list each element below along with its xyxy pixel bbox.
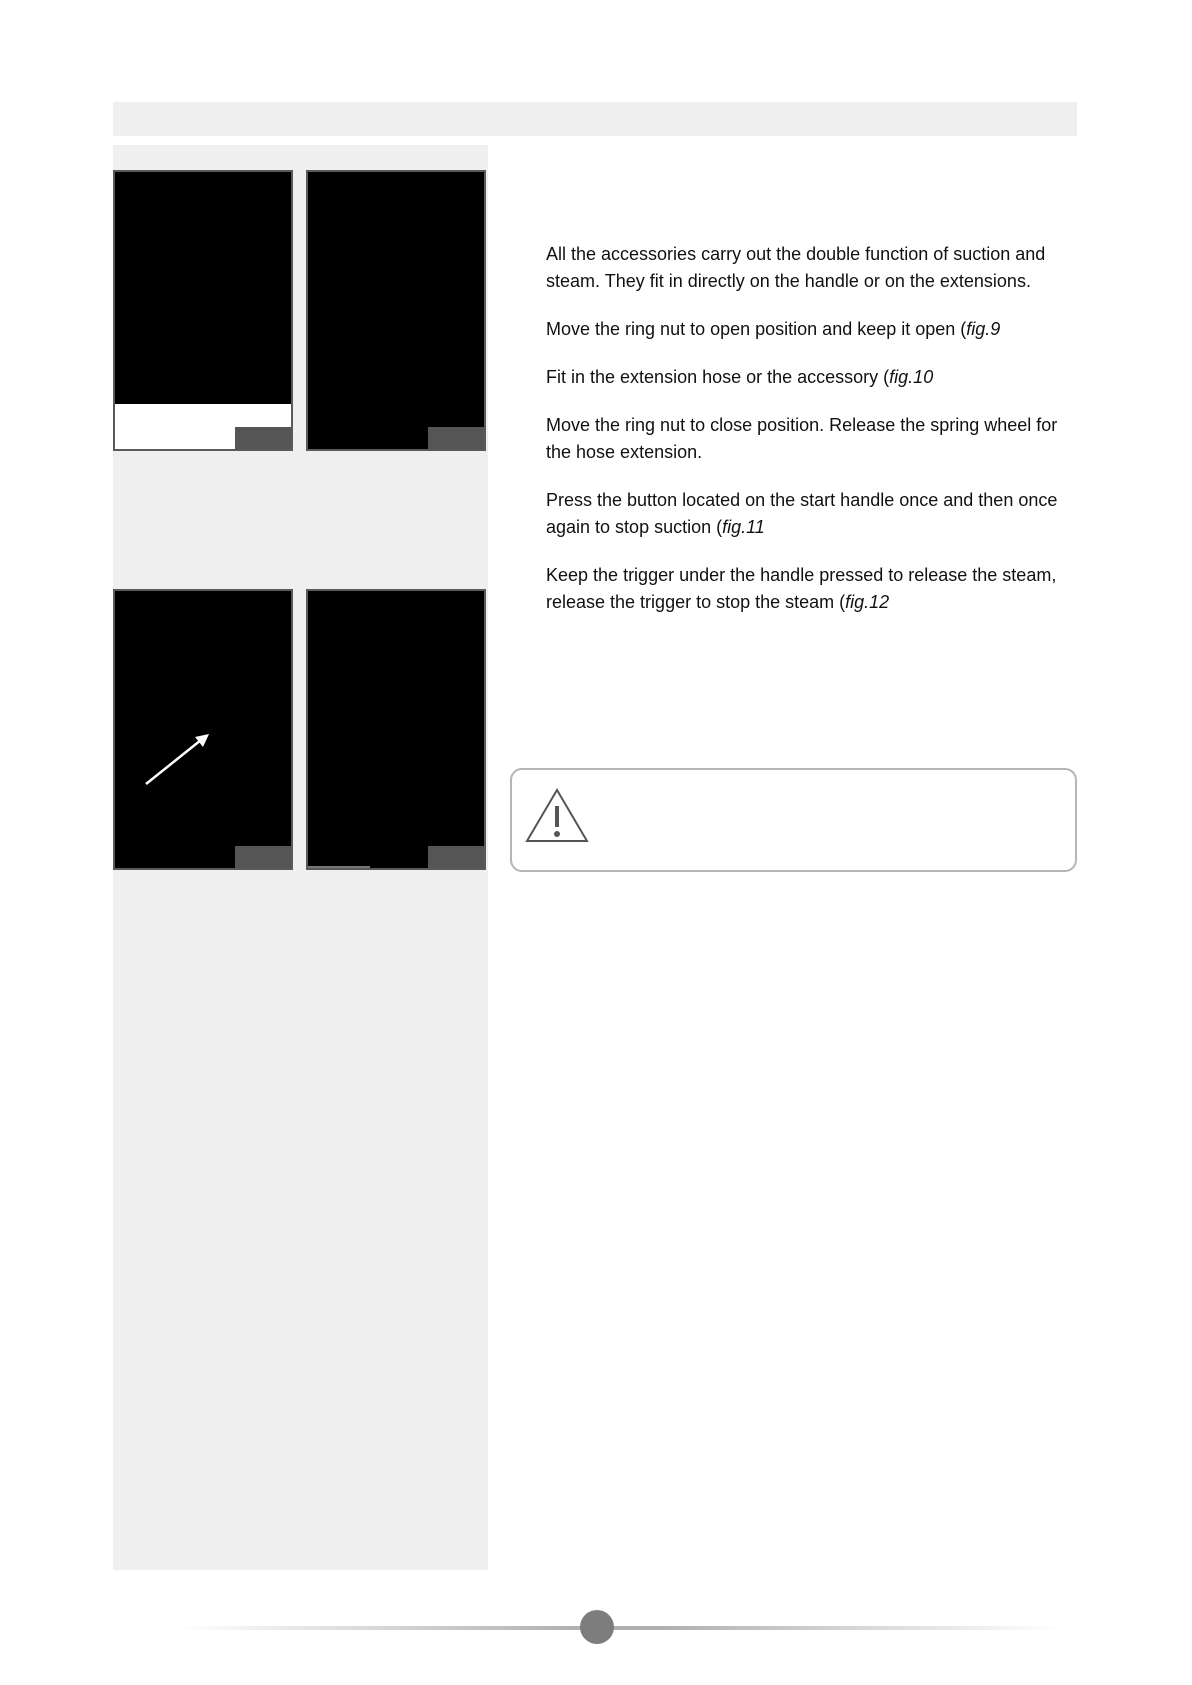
- page-number-marker: [580, 1610, 614, 1644]
- figure-reference: fig.9: [966, 319, 1001, 339]
- figure-reference: fig.10: [889, 367, 934, 387]
- figure-11-image: [113, 589, 293, 870]
- figure-label-tag: [428, 846, 484, 868]
- figure-9-image: [113, 170, 293, 451]
- figure-12-image: [306, 589, 486, 870]
- instruction-paragraph: Move the ring nut to close position. Release the spring wheel for the hose extension.: [546, 415, 1058, 462]
- warning-box: [510, 768, 1077, 872]
- figure-label-tag: [235, 427, 291, 449]
- instruction-paragraph: All the accessories carry out the double function of suction and steam. They fit in directly on the handle or on the extensions.: [546, 244, 1046, 291]
- figure-10-image: [306, 170, 486, 451]
- instruction-paragraph: Move the ring nut to open position and keep it open (fig.9: [546, 319, 1001, 339]
- header-bar: [113, 102, 1077, 136]
- instruction-paragraph: Keep the trigger under the handle pressed to release the steam, release the trigger to stop the steam (fig.12: [546, 565, 1057, 612]
- instruction-paragraph: Fit in the extension hose or the accessory (fig.10: [546, 367, 934, 387]
- figure-label-tag: [235, 846, 291, 868]
- figure-reference: fig.11: [722, 517, 765, 537]
- figure-label-tag: [428, 427, 484, 449]
- warning-triangle-icon: [525, 787, 589, 843]
- instruction-paragraph: Press the button located on the start handle once and then once again to stop suction (fig.11: [546, 490, 1058, 537]
- instructions-text: [546, 241, 1078, 637]
- footer-divider: [180, 1626, 1060, 1630]
- arrow-up-right-icon: [143, 731, 213, 787]
- figure-bottom-line: [308, 866, 370, 868]
- figure-reference: fig.12: [845, 592, 890, 612]
